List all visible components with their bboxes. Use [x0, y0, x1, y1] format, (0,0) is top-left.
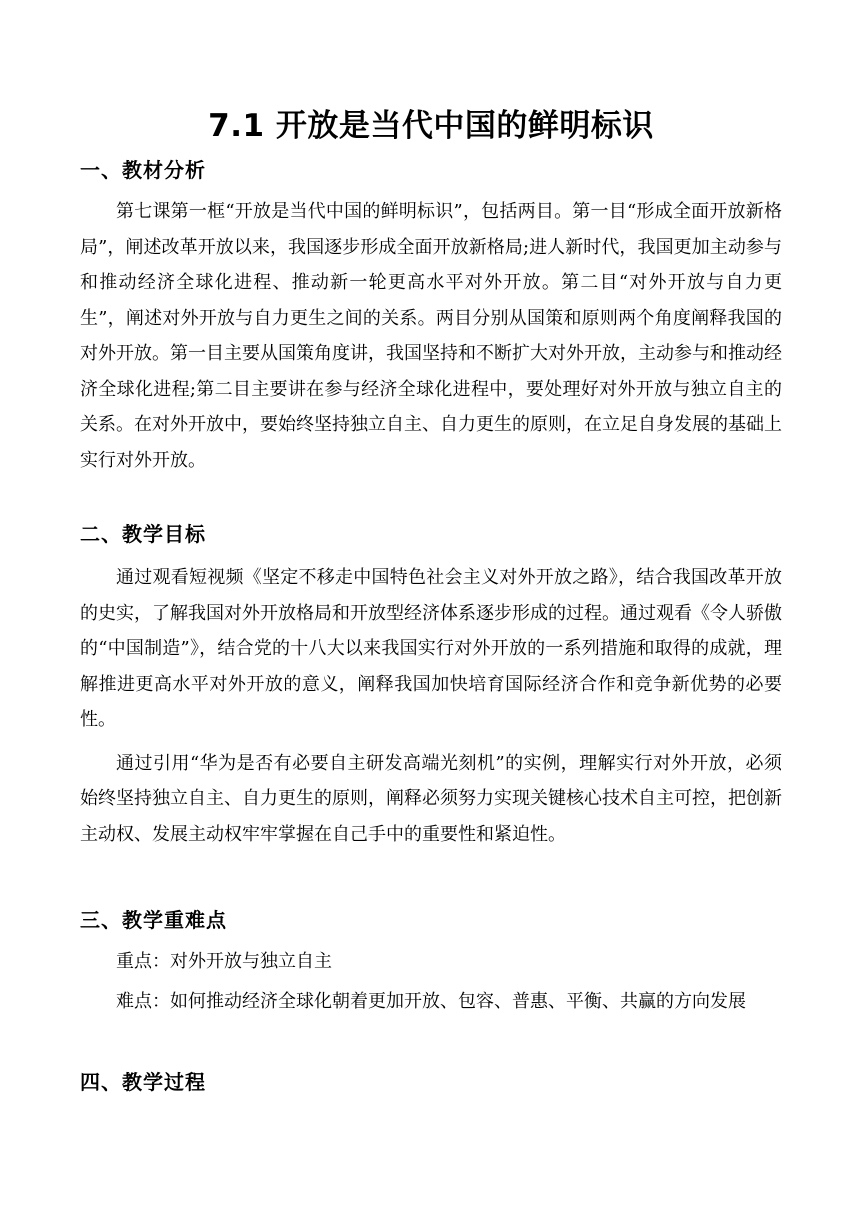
difficult-point: 难点：如何推动经济全球化朝着更加开放、包容、普惠、平衡、共赢的方向发展	[116, 990, 746, 1012]
section-teaching-objectives	[80, 518, 782, 852]
section-heading: 二、教学目标	[80, 522, 206, 546]
section-heading: 一、教材分析	[80, 158, 206, 182]
section-key-difficult-points	[80, 904, 782, 1019]
document-title: 7.1 开放是当代中国的鲜明标识	[208, 108, 654, 144]
section-teaching-process	[80, 1066, 782, 1098]
section-textbook-analysis	[80, 154, 782, 478]
key-point: 重点：对外开放与独立自主	[116, 951, 332, 972]
paragraph: 第七课第一框“开放是当代中国的鲜明标识”，包括两目。第一目“形成全面开放新格局”，闸述改革开放以来，我国逐步形成全面开放新格局;进人新时代，我国更加主动参与和推动经济全球化进程、推动新一轮更高水平对外开放。第二目“对外开放与自力更生”，阐述对外开放与自力更生之间的关系。两目分别从国策和原则两个角度阐释我国的对外开放。第一目主要从国策角度讲，我国坚持和不断扩大对外开放，主动参与和推动经济全球化进程;第二目主要讲在参与经济全球化进程中，要处理好对外开放与独立自主的关系。在对外开放中，要始终坚持独立自主、自力更生的原则，在立足自身发展的基础上实行对外开放。	[80, 201, 782, 471]
section-heading: 三、教学重难点	[80, 908, 227, 932]
paragraph: 通过引用“华为是否有必要自主研发高端光刻机”的实例，理解实行对外开放，必须始终坚持独立自主、自力更生的原则，阐释必须努力实现关键核心技术自主可控，把创新主动权、发展主动权牢牢掌握在自己手中的重要性和紧迫性。	[80, 752, 782, 845]
section-heading: 四、教学过程	[80, 1070, 206, 1094]
paragraph: 通过观看短视频《坚定不移走中国特色社会主义对外开放之路》，结合我国改革开放的史实，了解我国对外开放格局和开放型经济体系逐步形成的过程。通过观看《令人骄傲的“中国制造”》，结合党的十八大以来我国实行对外开放的一系列措施和取得的成就，理解推进更高水平对外开放的意义，阐释我国加快培育国际经济合作和竞争新优势的必要性。	[80, 567, 782, 730]
